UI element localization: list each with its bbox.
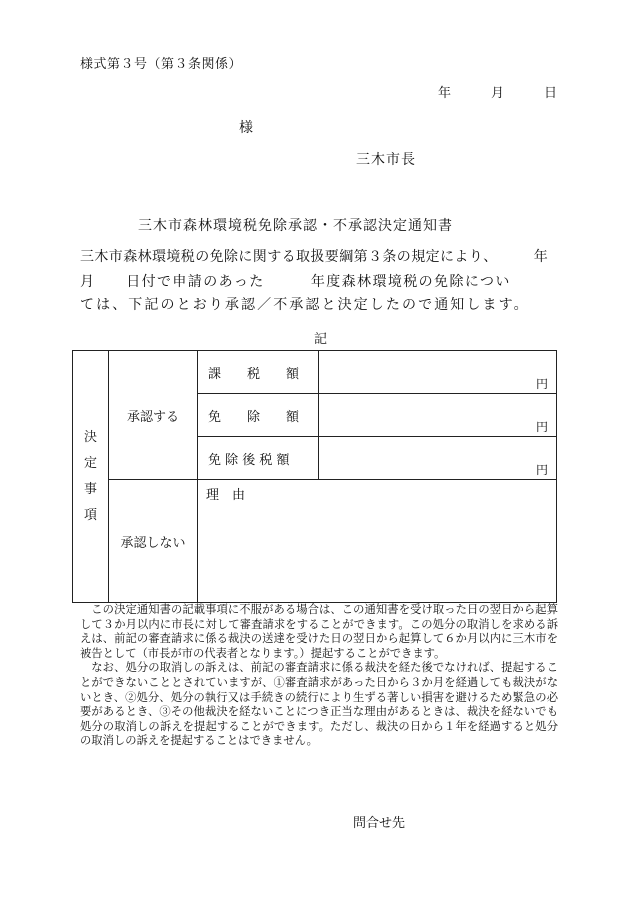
amount-field-taxable[interactable] bbox=[319, 351, 557, 394]
row-label-after-exempt-tax: 免 除 後 税 額 bbox=[198, 437, 319, 480]
yen-unit: 円 bbox=[535, 377, 548, 391]
date-month-label: 月 bbox=[491, 86, 505, 101]
yen-unit: 円 bbox=[535, 420, 548, 434]
form-number: 様式第３号（第３条関係） bbox=[80, 57, 243, 72]
date-line bbox=[438, 82, 557, 101]
date-year-label: 年 bbox=[438, 86, 452, 101]
reason-label: 理 由 bbox=[206, 488, 246, 503]
yen-unit: 円 bbox=[535, 463, 548, 477]
intro-line-3: ては、下記のとおり承認／不承認と決定したので通知します。 bbox=[80, 297, 530, 313]
amount-field-after-exempt[interactable] bbox=[319, 437, 557, 480]
intro-line-2: 月 日付で申請のあった 年度森林環境税の免除につい bbox=[80, 274, 511, 290]
date-day-label: 日 bbox=[544, 86, 558, 101]
appeal-notice bbox=[80, 603, 558, 749]
amount-field-exempt[interactable] bbox=[319, 394, 557, 437]
addressee-suffix: 様 bbox=[239, 120, 253, 136]
ki-heading: 記 bbox=[314, 332, 328, 347]
decision-table bbox=[72, 350, 557, 603]
row-label-taxable-amount: 課 税 額 bbox=[198, 351, 319, 394]
appeal-notice-paragraph-1: この決定通知書の記載事項に不服がある場合は、この通知書を受け取った日の翌日から起算して３か月以内に市長に対して審査請求をすることができます。この処分の取消しを求める訴えは、前記の審査請求に係る裁決の送達を受けた日の翌日から起算して６か月以内に三木市を被告として（市長が市の代表者となります。）提起することができます。 bbox=[80, 603, 558, 660]
contact-label: 問合せ先 bbox=[353, 816, 406, 831]
issuer-name: 三木市長 bbox=[356, 152, 416, 168]
approve-label: 承認する bbox=[109, 351, 198, 480]
reject-label: 承認しない bbox=[109, 480, 198, 603]
reason-field[interactable] bbox=[198, 480, 557, 603]
row-label-exempt-amount: 免 除 額 bbox=[198, 394, 319, 437]
decision-items-label: 決 定 事 項 bbox=[73, 351, 109, 603]
intro-line-1: 三木市森林環境税の免除に関する取扱要綱第３条の規定により、 年 bbox=[80, 249, 549, 265]
appeal-notice-paragraph-2: なお、処分の取消しの訴えは、前記の審査請求に係る裁決を経た後でなければ、提起することができないこととされていますが、①審査請求があった日から３か月を経過しても裁決がないとき、②処分、処分の執行又は手続きの続行により生ずる著しい損害を避けるため緊急の必要があるとき、③その他裁決を経ないことにつき正当な理由があるときは、裁決を経ないでも処分の取消しの訴えを提起することができます。ただし、裁決の日から１年を経過すると処分の取消しの訴えを提起することはできません。 bbox=[80, 661, 558, 748]
document-title: 三木市森林環境税免除承認・不承認決定通知書 bbox=[138, 218, 453, 234]
